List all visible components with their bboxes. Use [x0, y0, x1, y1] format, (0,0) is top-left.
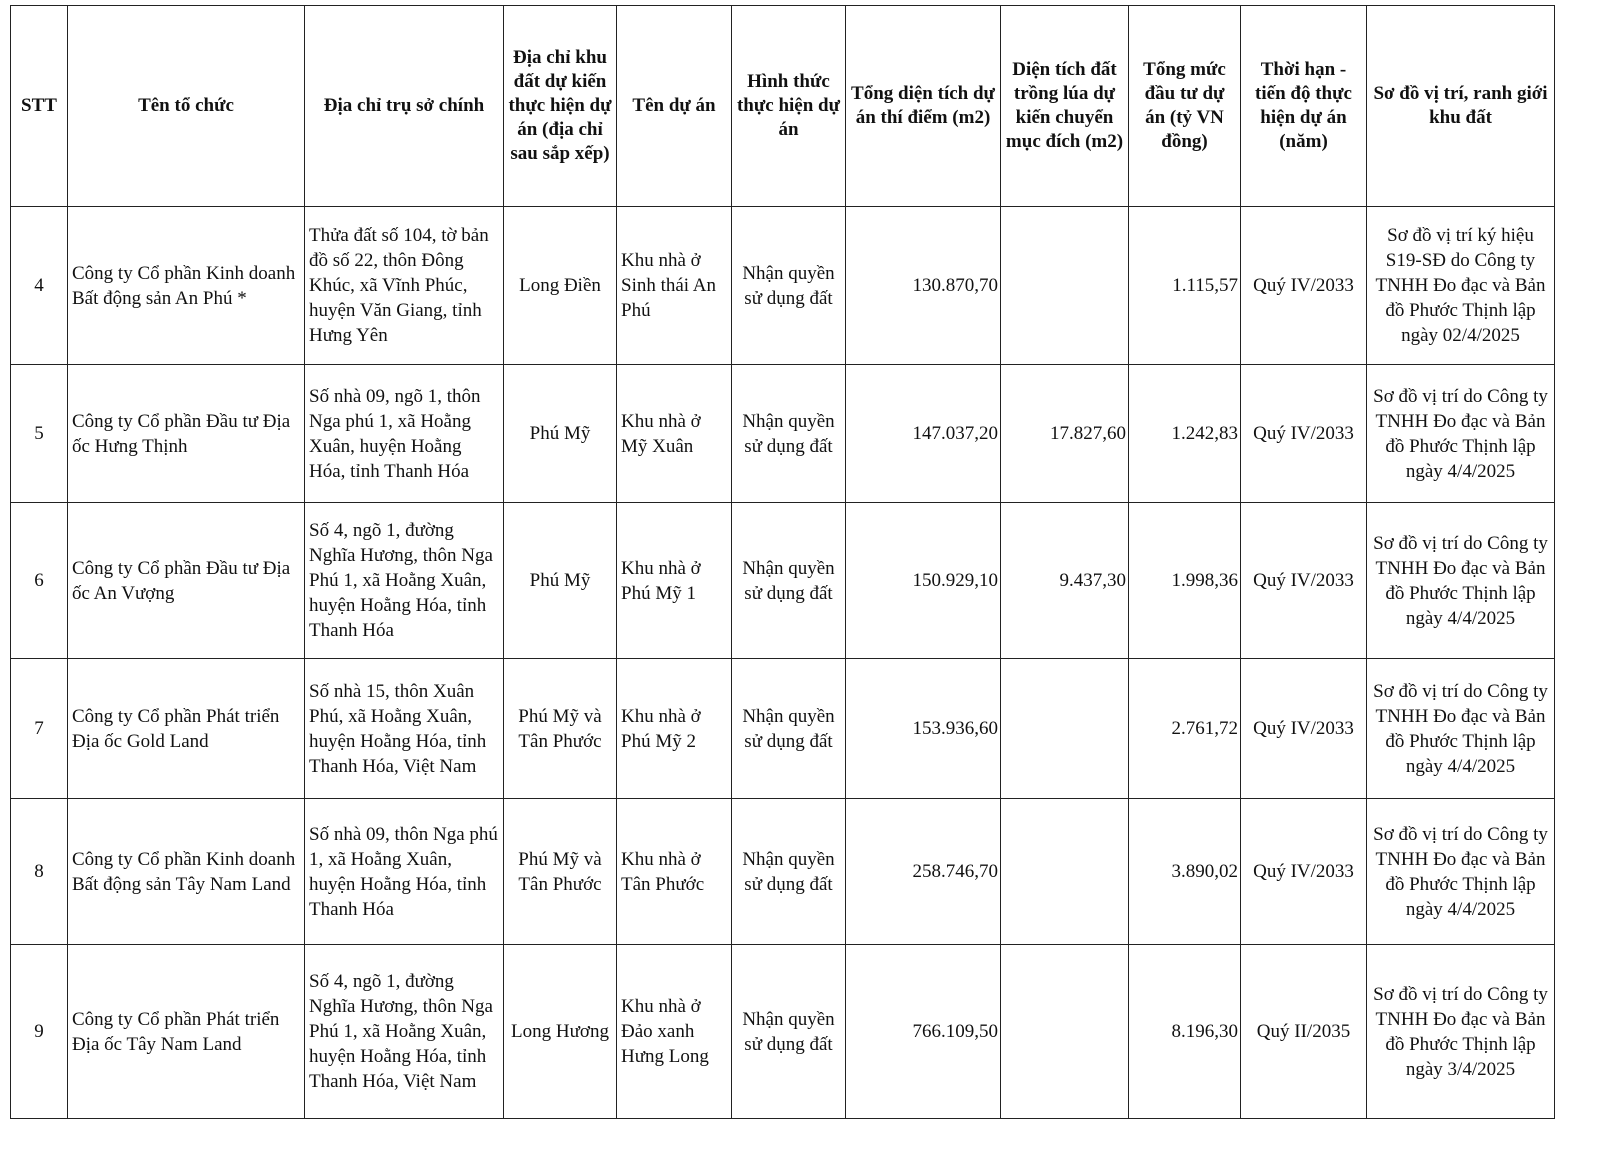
- cell-form: Nhận quyền sử dụng đất: [732, 945, 846, 1119]
- cell-total-area: 766.109,50: [846, 945, 1001, 1119]
- cell-investment: 1.998,36: [1129, 503, 1241, 659]
- table-row: [11, 503, 1555, 659]
- cell-total-area: 258.746,70: [846, 799, 1001, 945]
- table-row: [11, 659, 1555, 799]
- cell-land-address: Phú Mỹ và Tân Phước: [504, 659, 617, 799]
- cell-map: Sơ đồ vị trí do Công ty TNHH Đo đạc và Bản đồ Phước Thịnh lập ngày 4/4/2025: [1367, 503, 1555, 659]
- cell-rice-land-area: [1001, 945, 1129, 1119]
- header-headquarters: Địa chỉ trụ sở chính: [305, 6, 504, 207]
- cell-deadline: Quý IV/2033: [1241, 207, 1367, 365]
- cell-investment: 3.890,02: [1129, 799, 1241, 945]
- cell-form: Nhận quyền sử dụng đất: [732, 365, 846, 503]
- header-stt: STT: [11, 6, 68, 207]
- cell-organization: Công ty Cổ phần Phát triển Địa ốc Gold Land: [68, 659, 305, 799]
- cell-map: Sơ đồ vị trí ký hiệu S19-SĐ do Công ty TNHH Đo đạc và Bản đồ Phước Thịnh lập ngày 02/4/2025: [1367, 207, 1555, 365]
- cell-project-name: Khu nhà ở Phú Mỹ 2: [617, 659, 732, 799]
- cell-project-name: Khu nhà ở Sinh thái An Phú: [617, 207, 732, 365]
- cell-headquarters: Số nhà 09, ngõ 1, thôn Nga phú 1, xã Hoằng Xuân, huyện Hoằng Hóa, tỉnh Thanh Hóa: [305, 365, 504, 503]
- cell-deadline: Quý IV/2033: [1241, 799, 1367, 945]
- table-row: [11, 365, 1555, 503]
- cell-rice-land-area: [1001, 799, 1129, 945]
- cell-land-address: Long Hương: [504, 945, 617, 1119]
- cell-project-name: Khu nhà ở Đảo xanh Hưng Long: [617, 945, 732, 1119]
- header-organization: Tên tổ chức: [68, 6, 305, 207]
- cell-investment: 1.242,83: [1129, 365, 1241, 503]
- header-form: Hình thức thực hiện dự án: [732, 6, 846, 207]
- cell-land-address: Phú Mỹ: [504, 503, 617, 659]
- cell-deadline: Quý IV/2033: [1241, 659, 1367, 799]
- cell-form: Nhận quyền sử dụng đất: [732, 799, 846, 945]
- cell-stt: 5: [11, 365, 68, 503]
- header-deadline: Thời hạn - tiến độ thực hiện dự án (năm): [1241, 6, 1367, 207]
- cell-map: Sơ đồ vị trí do Công ty TNHH Đo đạc và Bản đồ Phước Thịnh lập ngày 4/4/2025: [1367, 365, 1555, 503]
- header-land-address: Địa chỉ khu đất dự kiến thực hiện dự án (địa chỉ sau sắp xếp): [504, 6, 617, 207]
- table-row: [11, 799, 1555, 945]
- cell-project-name: Khu nhà ở Tân Phước: [617, 799, 732, 945]
- cell-total-area: 150.929,10: [846, 503, 1001, 659]
- header-map: Sơ đồ vị trí, ranh giới khu đất: [1367, 6, 1555, 207]
- cell-rice-land-area: [1001, 659, 1129, 799]
- table-row: [11, 207, 1555, 365]
- cell-total-area: 153.936,60: [846, 659, 1001, 799]
- cell-headquarters: Số 4, ngõ 1, đường Nghĩa Hương, thôn Nga Phú 1, xã Hoằng Xuân, huyện Hoằng Hóa, tỉnh Thanh Hóa: [305, 503, 504, 659]
- cell-map: Sơ đồ vị trí do Công ty TNHH Đo đạc và Bản đồ Phước Thịnh lập ngày 3/4/2025: [1367, 945, 1555, 1119]
- cell-stt: 6: [11, 503, 68, 659]
- cell-organization: Công ty Cổ phần Phát triển Địa ốc Tây Nam Land: [68, 945, 305, 1119]
- cell-organization: Công ty Cổ phần Đầu tư Địa ốc An Vượng: [68, 503, 305, 659]
- header-project-name: Tên dự án: [617, 6, 732, 207]
- cell-project-name: Khu nhà ở Mỹ Xuân: [617, 365, 732, 503]
- cell-organization: Công ty Cổ phần Kinh doanh Bất động sản An Phú *: [68, 207, 305, 365]
- cell-organization: Công ty Cổ phần Kinh doanh Bất động sản Tây Nam Land: [68, 799, 305, 945]
- cell-rice-land-area: 9.437,30: [1001, 503, 1129, 659]
- cell-investment: 8.196,30: [1129, 945, 1241, 1119]
- cell-land-address: Phú Mỹ: [504, 365, 617, 503]
- cell-project-name: Khu nhà ở Phú Mỹ 1: [617, 503, 732, 659]
- header-total-area: Tổng diện tích dự án thí điểm (m2): [846, 6, 1001, 207]
- cell-map: Sơ đồ vị trí do Công ty TNHH Đo đạc và Bản đồ Phước Thịnh lập ngày 4/4/2025: [1367, 659, 1555, 799]
- cell-stt: 9: [11, 945, 68, 1119]
- cell-land-address: Long Điền: [504, 207, 617, 365]
- cell-land-address: Phú Mỹ và Tân Phước: [504, 799, 617, 945]
- cell-investment: 2.761,72: [1129, 659, 1241, 799]
- cell-form: Nhận quyền sử dụng đất: [732, 659, 846, 799]
- project-table: [10, 5, 1555, 1119]
- cell-rice-land-area: [1001, 207, 1129, 365]
- header-row: [11, 6, 1555, 207]
- cell-headquarters: Thửa đất số 104, tờ bản đồ số 22, thôn Đông Khúc, xã Vĩnh Phúc, huyện Văn Giang, tỉnh Hưng Yên: [305, 207, 504, 365]
- cell-headquarters: Số 4, ngõ 1, đường Nghĩa Hương, thôn Nga Phú 1, xã Hoằng Xuân, huyện Hoằng Hóa, tỉnh Thanh Hóa, Việt Nam: [305, 945, 504, 1119]
- header-rice-land-area: Diện tích đất trồng lúa dự kiến chuyển mục đích (m2): [1001, 6, 1129, 207]
- cell-stt: 8: [11, 799, 68, 945]
- cell-form: Nhận quyền sử dụng đất: [732, 503, 846, 659]
- table-row: [11, 945, 1555, 1119]
- cell-deadline: Quý II/2035: [1241, 945, 1367, 1119]
- cell-form: Nhận quyền sử dụng đất: [732, 207, 846, 365]
- cell-stt: 4: [11, 207, 68, 365]
- cell-organization: Công ty Cổ phần Đầu tư Địa ốc Hưng Thịnh: [68, 365, 305, 503]
- cell-investment: 1.115,57: [1129, 207, 1241, 365]
- cell-total-area: 130.870,70: [846, 207, 1001, 365]
- cell-headquarters: Số nhà 09, thôn Nga phú 1, xã Hoằng Xuân, huyện Hoằng Hóa, tỉnh Thanh Hóa: [305, 799, 504, 945]
- cell-total-area: 147.037,20: [846, 365, 1001, 503]
- cell-deadline: Quý IV/2033: [1241, 365, 1367, 503]
- cell-deadline: Quý IV/2033: [1241, 503, 1367, 659]
- cell-rice-land-area: 17.827,60: [1001, 365, 1129, 503]
- header-investment: Tổng mức đầu tư dự án (tỷ VN đồng): [1129, 6, 1241, 207]
- cell-map: Sơ đồ vị trí do Công ty TNHH Đo đạc và Bản đồ Phước Thịnh lập ngày 4/4/2025: [1367, 799, 1555, 945]
- cell-headquarters: Số nhà 15, thôn Xuân Phú, xã Hoằng Xuân, huyện Hoằng Hóa, tỉnh Thanh Hóa, Việt Nam: [305, 659, 504, 799]
- cell-stt: 7: [11, 659, 68, 799]
